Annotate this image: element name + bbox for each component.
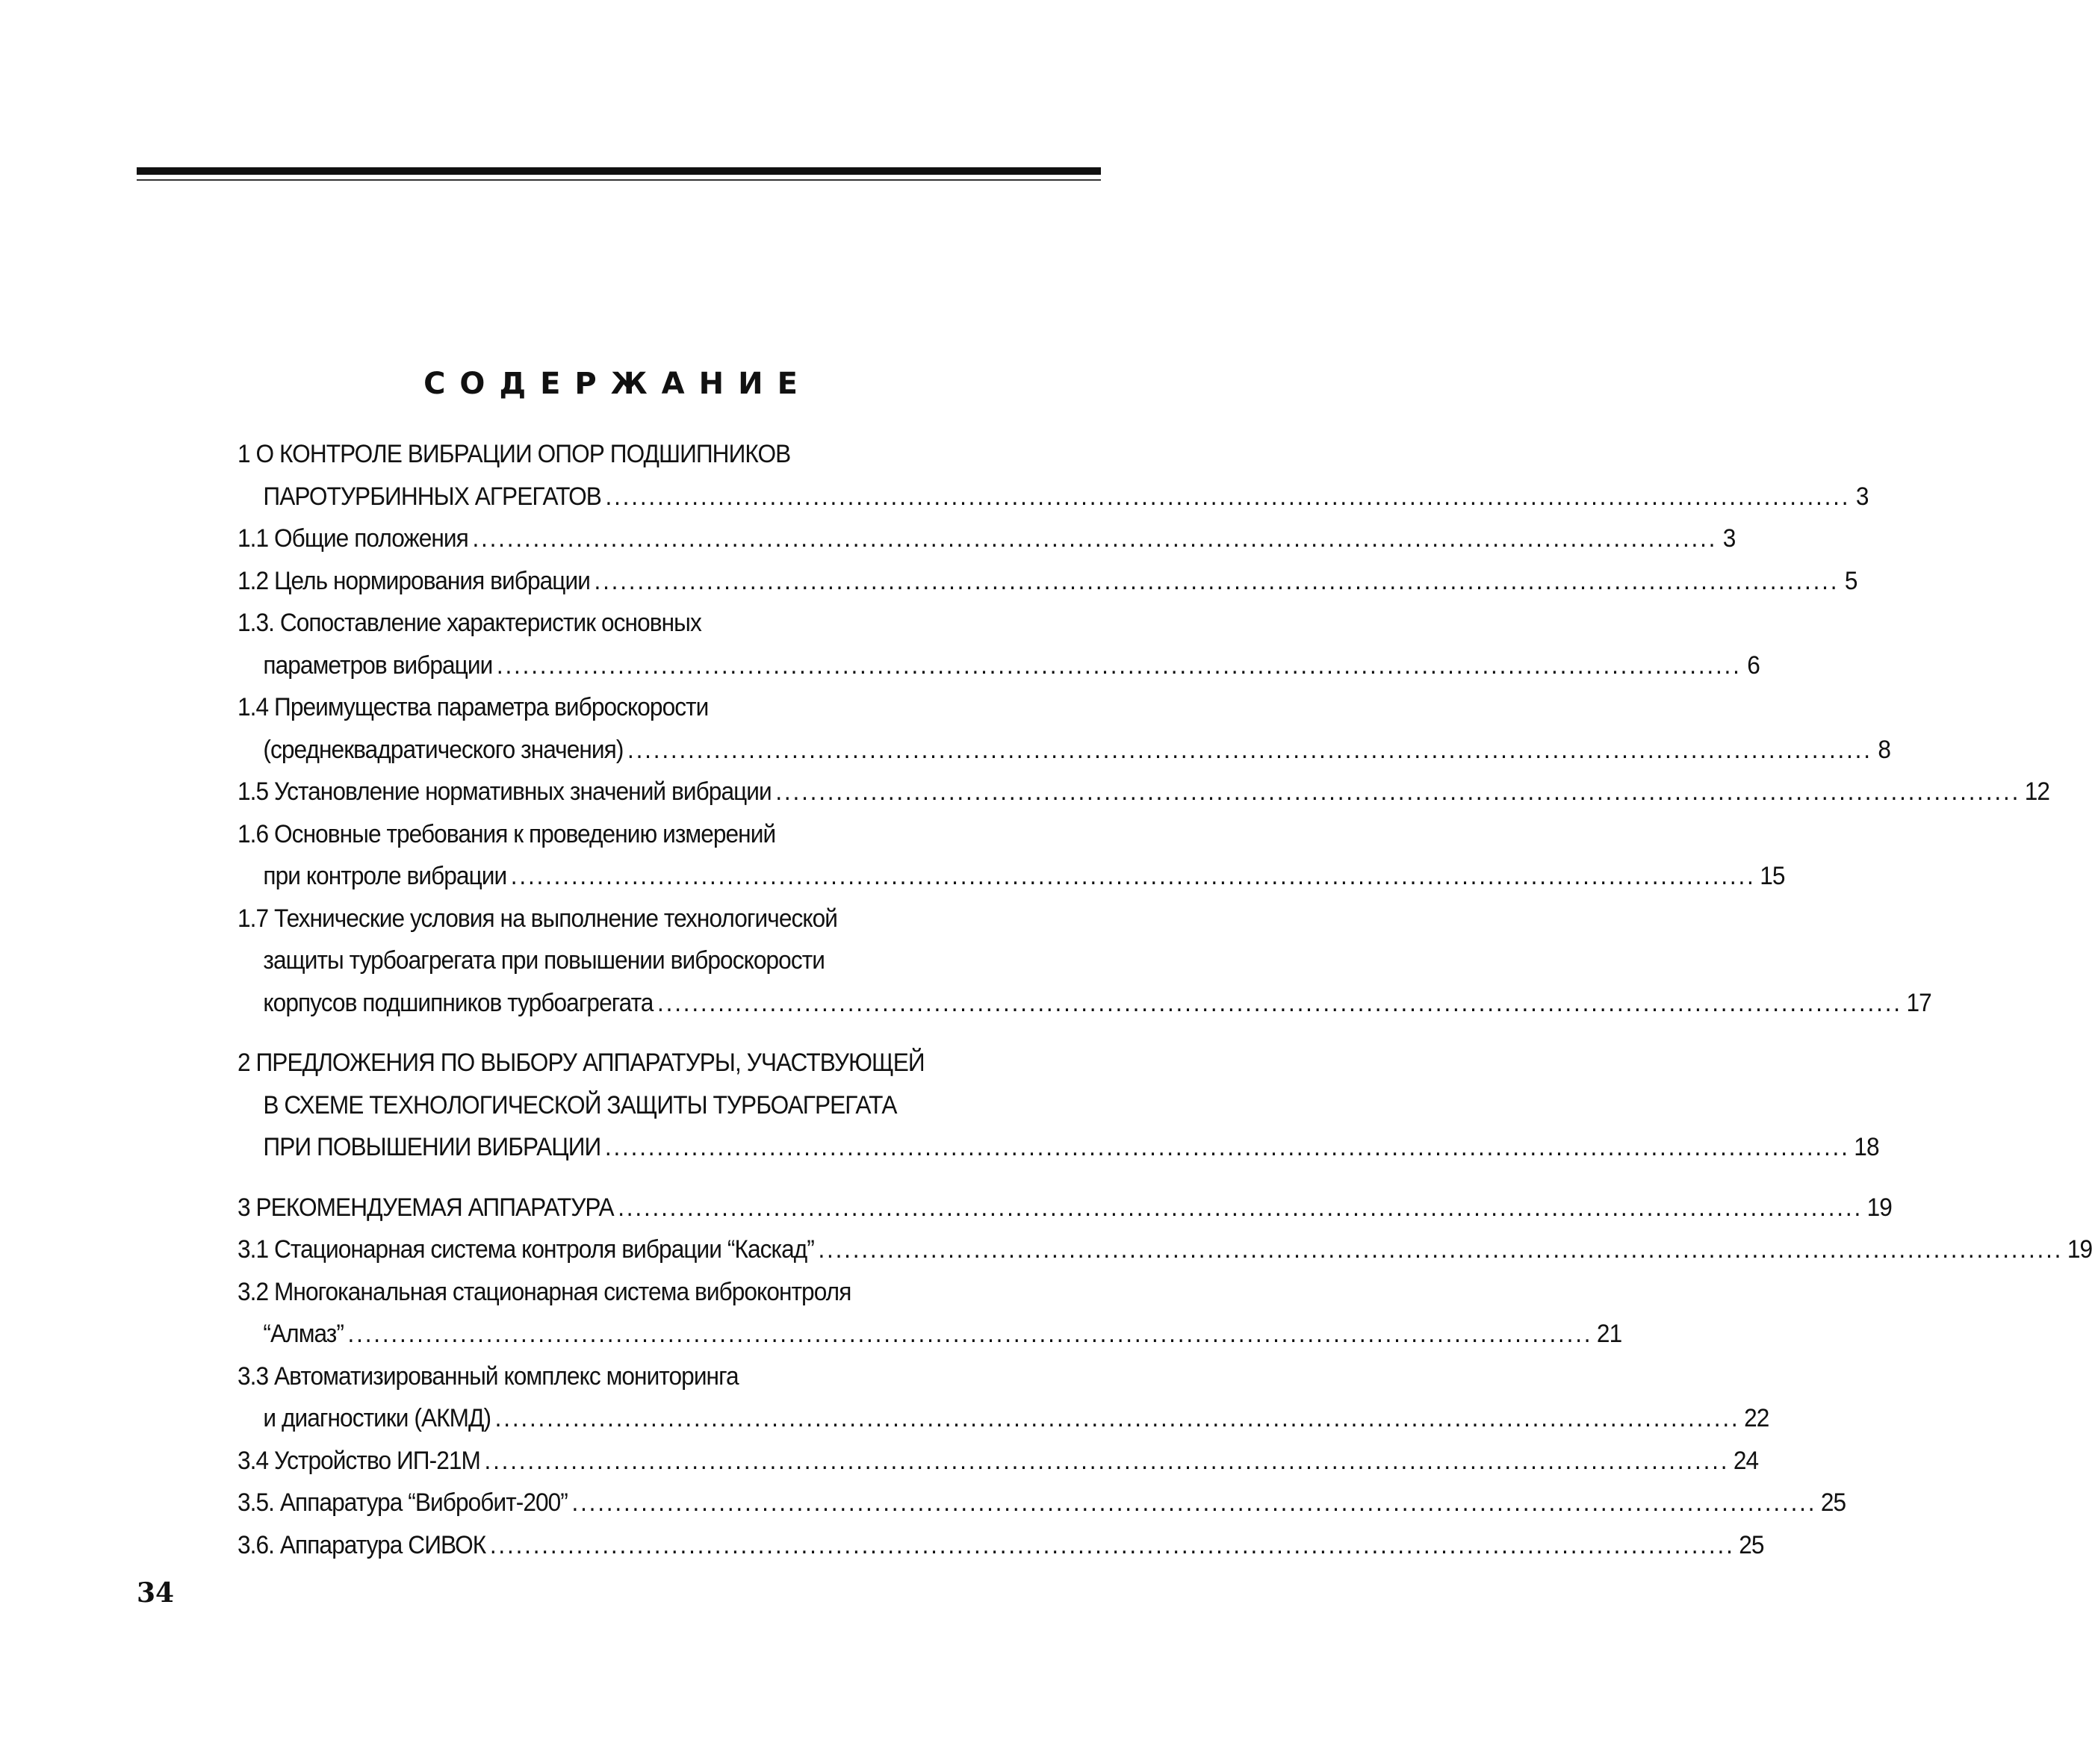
toc-page-number: 25 <box>1820 1488 1846 1517</box>
toc-entry[interactable] <box>238 686 1891 771</box>
dot-leader: ................................................................................................................................................ <box>818 1235 2064 1264</box>
toc-entry-text: параметров вибрации <box>263 650 493 680</box>
toc-page-number: 19 <box>2067 1235 2092 1264</box>
toc-entry[interactable] <box>238 771 2050 813</box>
header-rule-thin <box>137 179 1101 181</box>
toc-entry[interactable] <box>238 1042 1879 1169</box>
toc-entry[interactable] <box>238 433 1869 518</box>
dot-leader: ................................................................................................................................................ <box>605 482 1851 511</box>
dot-leader: ................................................................................................................................................ <box>604 1133 1850 1161</box>
dot-leader: ................................................................................................................................................ <box>347 1320 1593 1348</box>
toc-page-number: 3 <box>1722 524 1736 553</box>
toc-entry-line: 1.3. Сопоставление характеристик основных <box>238 609 701 637</box>
toc-entry-text: 1.2 Цель нормирования вибрации <box>238 566 590 595</box>
toc-title: СОДЕРЖАНИЕ <box>423 367 812 401</box>
toc-entry[interactable] <box>238 602 1760 686</box>
toc-entry-text: 3.6. Аппаратура СИВОК <box>238 1530 486 1559</box>
toc-entry[interactable] <box>238 1271 1622 1355</box>
toc-entry[interactable] <box>238 518 1736 560</box>
dot-leader: ................................................................................................................................................ <box>571 1488 1817 1517</box>
dot-leader: ................................................................................................................................................ <box>627 735 1872 764</box>
toc-entry-line: 3.3 Автоматизированный комплекс мониторинга <box>238 1361 739 1391</box>
toc-page-number: 24 <box>1733 1446 1759 1475</box>
toc-entry-text: корпусов подшипников турбоагрегата <box>263 988 654 1017</box>
toc-page-number: 5 <box>1844 566 1857 595</box>
toc-entry-line: 3.2 Многоканальная стационарная система виброконтроля <box>238 1277 851 1306</box>
toc-entry-text: 3.4 Устройство ИП-21М <box>238 1446 480 1475</box>
toc-entry[interactable] <box>238 1440 1759 1482</box>
dot-leader: ................................................................................................................................................ <box>472 524 1718 553</box>
toc-page-number: 15 <box>1760 862 1785 890</box>
toc-entry-text: ПРИ ПОВЫШЕНИИ ВИБРАЦИИ <box>263 1133 601 1161</box>
toc-entry-line: защиты турбоагрегата при повышении виброскорости <box>263 946 825 975</box>
toc-entry-text: и диагностики (АКМД) <box>263 1404 491 1432</box>
toc-entry[interactable] <box>238 813 1785 898</box>
toc-entry-text: 3.5. Аппаратура “Вибробит-200” <box>238 1488 568 1517</box>
toc-entry[interactable] <box>238 560 1857 603</box>
toc-entry-line: 1.7 Технические условия на выполнение технологической <box>238 904 838 933</box>
toc-page-number: 19 <box>1866 1193 1892 1222</box>
toc-entry-line: 1.4 Преимущества параметра виброскорости <box>238 693 709 721</box>
toc-entry-text: 3 РЕКОМЕНДУЕМАЯ АППАРАТУРА <box>238 1193 614 1222</box>
dot-leader: ................................................................................................................................................ <box>775 777 2021 806</box>
dot-leader: ................................................................................................................................................ <box>494 1404 1740 1432</box>
toc-page-number: 21 <box>1596 1320 1622 1348</box>
toc-entry-text: (среднеквадратического значения) <box>263 735 624 764</box>
dot-leader: ................................................................................................................................................ <box>496 650 1742 680</box>
header-rule-thick <box>137 167 1101 175</box>
toc-entry-text: 1.5 Установление нормативных значений вибрации <box>238 777 772 806</box>
dot-leader: ................................................................................................................................................ <box>618 1193 1863 1222</box>
toc-entry[interactable] <box>238 1187 1892 1229</box>
toc-entry-text: “Алмаз” <box>263 1320 344 1348</box>
toc-page-number: 8 <box>1878 735 1891 764</box>
toc-entry[interactable] <box>238 898 1931 1025</box>
dot-leader: ................................................................................................................................................ <box>484 1446 1730 1475</box>
toc-entry[interactable] <box>238 1355 1769 1440</box>
toc-entry-line: 1 О КОНТРОЛЕ ВИБРАЦИИ ОПОР ПОДШИПНИКОВ <box>238 440 791 468</box>
toc-entry[interactable] <box>238 1482 1846 1524</box>
toc-entry-line: 2 ПРЕДЛОЖЕНИЯ ПО ВЫБОРУ АППАРАТУРЫ, УЧАСТВУЮЩЕЙ <box>238 1049 925 1077</box>
table-of-contents <box>238 433 2092 1566</box>
toc-page-number: 3 <box>1855 482 1869 511</box>
dot-leader: ................................................................................................................................................ <box>657 988 1902 1017</box>
toc-entry-line: В СХЕМЕ ТЕХНОЛОГИЧЕСКОЙ ЗАЩИТЫ ТУРБОАГРЕГАТА <box>263 1090 897 1119</box>
toc-entry-line: 1.6 Основные требования к проведению измерений <box>238 819 776 848</box>
dot-leader: ................................................................................................................................................ <box>510 862 1756 890</box>
toc-page-number: 18 <box>1854 1133 1879 1161</box>
toc-entry[interactable] <box>238 1229 2092 1271</box>
toc-page-number: 22 <box>1744 1404 1769 1432</box>
toc-page-number: 6 <box>1747 650 1760 680</box>
toc-page-number: 17 <box>1906 988 1931 1017</box>
toc-entry-text: 3.1 Стационарная система контроля вибрации “Каскад” <box>238 1235 814 1264</box>
toc-page-number: 25 <box>1739 1530 1764 1559</box>
page-number: 34 <box>137 1577 175 1609</box>
dot-leader: ................................................................................................................................................ <box>594 566 1840 595</box>
toc-page-number: 12 <box>2024 777 2050 806</box>
toc-entry[interactable] <box>238 1524 1764 1567</box>
toc-entry-text: при контроле вибрации <box>263 862 507 890</box>
toc-entry-text: ПАРОТУРБИННЫХ АГРЕГАТОВ <box>263 482 601 511</box>
dot-leader: ................................................................................................................................................ <box>489 1530 1735 1559</box>
toc-entry-text: 1.1 Общие положения <box>238 524 468 553</box>
